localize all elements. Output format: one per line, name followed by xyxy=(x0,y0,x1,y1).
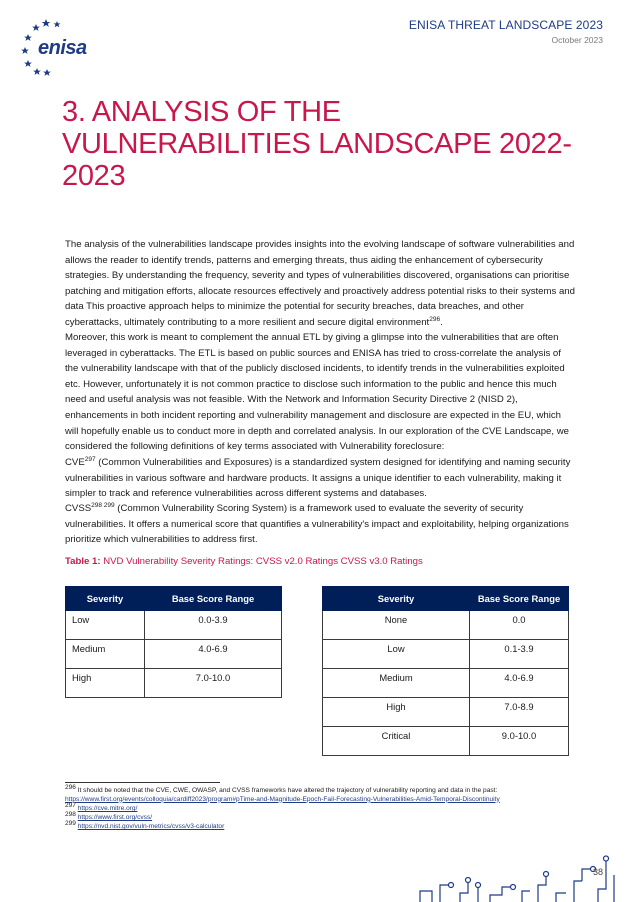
paragraph-2 xyxy=(65,330,575,455)
footnote-number: 299 xyxy=(65,819,76,827)
table-row xyxy=(323,727,569,756)
logo-text: enisa xyxy=(38,37,87,59)
cvss-v3-table xyxy=(322,586,569,756)
table-row xyxy=(66,611,282,640)
cvss-v2-table xyxy=(65,586,282,698)
severity-cell: Medium xyxy=(323,669,470,698)
document-title: ENISA THREAT LANDSCAPE 2023 xyxy=(408,18,603,32)
table-header-range: Base Score Range xyxy=(145,587,282,611)
table-caption xyxy=(65,556,423,567)
footnote-number: 297 xyxy=(65,801,76,809)
paragraph-2-text: Moreover, this work is meant to complement the annual ETL by giving a glimpse into the vulnerabilities that are often leveraged in cyberattacks. The ETL is based on public sources and ENISA has tried to cross-correlate the analysis of the vulnerability landscape with that of the publicly disclosed incidents, to identify trends in the vulnerabilities exploited etc. However, unfortunately it is not common practice to disclose such information to the public and hence this much need and useful analysis was not feasible. With the Network and Information Security Directive 2 (NISD 2), enhancements in both incident reporting and vulnerability management and disclosure are expected in the EU, which will hopefully enable us to conduct more in depth and correlated analysis. In our exploration of the CVE Landscape, we considered the following definitions of key terms associated with Vulnerability foreclosure: xyxy=(65,332,569,453)
severity-cell: Medium xyxy=(66,640,145,669)
table-row xyxy=(66,669,282,698)
footnote-text: It should be noted that the CVE, CWE, OWASP, and CVSS frameworks have altered the trajectory of vulnerability reporting and data in the past: xyxy=(75,787,498,794)
range-cell: 0.0 xyxy=(470,611,569,640)
footnote-ref-298-299[interactable]: 298 299 xyxy=(91,501,115,509)
footnote-299 xyxy=(65,819,225,832)
table-row xyxy=(323,640,569,669)
heading-line-2: VULNERABILITIES LANDSCAPE 2022- xyxy=(62,128,572,160)
circuit-decoration-icon xyxy=(410,855,620,902)
footnote-number: 298 xyxy=(65,810,76,818)
footnote-link[interactable]: https://www.first.org/events/colloquia/cardiff2023/program#pTime-and-Magnitude-Epoch-Fail-Forecasting-Vulnerabilities-Amid-Temporal-Discontinuity xyxy=(65,795,500,803)
paragraph-4 xyxy=(65,501,575,548)
table-header-severity: Severity xyxy=(323,587,470,611)
table-caption-text: NVD Vulnerability Severity Ratings: CVSS v2.0 Ratings CVSS v3.0 Ratings xyxy=(100,556,423,567)
paragraph-3 xyxy=(65,455,575,502)
footnote-link[interactable]: https://nvd.nist.gov/vuln-metrics/cvss/v3-calculator xyxy=(77,823,225,830)
severity-cell: Low xyxy=(323,640,470,669)
paragraph-1 xyxy=(65,237,575,331)
section-heading xyxy=(62,96,582,192)
cvss-term: CVSS xyxy=(65,503,92,514)
footnote-ref-297[interactable]: 297 xyxy=(84,455,96,463)
paragraph-1-end: . xyxy=(440,316,443,328)
paragraph-4-text: (Common Vulnerability Scoring System) is a framework used to evaluate the severity of security vulnerabilities. It offers a numerical score that quantifies a vulnerability's impact and exploitability, helping organizations prioritize which vulnerabilities to address first. xyxy=(65,503,569,546)
table-row xyxy=(323,698,569,727)
cve-term: CVE xyxy=(65,457,85,468)
range-cell: 4.0-6.9 xyxy=(145,640,282,669)
enisa-logo xyxy=(18,16,88,76)
document-date: October 2023 xyxy=(551,35,603,45)
paragraph-3-text: (Common Vulnerabilities and Exposures) is a standardized system designed for identifying and naming security vulnerabilities in various software and hardware products. It assigns a unique identifier to each vulnerability, making it simpler to track and reference vulnerabilities across different systems and databases. xyxy=(65,457,571,500)
range-cell: 4.0-6.9 xyxy=(470,669,569,698)
severity-cell: High xyxy=(323,698,470,727)
page-number: 38 xyxy=(592,867,603,877)
range-cell: 9.0-10.0 xyxy=(470,727,569,756)
severity-cell: None xyxy=(323,611,470,640)
range-cell: 7.0-8.9 xyxy=(470,698,569,727)
heading-line-1: 3. ANALYSIS OF THE xyxy=(62,96,341,128)
table-row xyxy=(323,669,569,698)
range-cell: 7.0-10.0 xyxy=(145,669,282,698)
range-cell: 0.1-3.9 xyxy=(470,640,569,669)
table-header-severity: Severity xyxy=(66,587,145,611)
footnote-296 xyxy=(65,783,575,804)
table-header-range: Base Score Range xyxy=(470,587,569,611)
footnote-ref-296[interactable]: 296 xyxy=(429,315,441,323)
table-caption-label: Table 1: xyxy=(65,556,101,567)
severity-cell: High xyxy=(66,669,145,698)
footnote-link[interactable]: https://www.first.org/cvss/ xyxy=(77,814,153,821)
footnote-link[interactable]: https://cve.mitre.org/ xyxy=(77,805,138,812)
table-row xyxy=(323,611,569,640)
footnote-divider xyxy=(65,782,220,783)
heading-line-3: 2023 xyxy=(62,160,126,192)
severity-cell: Low xyxy=(66,611,145,640)
range-cell: 0.0-3.9 xyxy=(145,611,282,640)
table-row xyxy=(66,640,282,669)
paragraph-1-text: The analysis of the vulnerabilities landscape provides insights into the evolving landscape of software vulnerabilities and allows the reader to identify trends, patterns and emerging threats, thus aiding the enhancement of cybersecurity strategies. By understanding the frequency, severity and types of vulnerabilities discovered, organisations can prioritise patching and mitigation efforts, allocate resources effectively and proactively address potential risks to their systems and data This proactive approach helps to minimize the potential for security breaches, data breaches, and other cyberattacks, ultimately contributing to a more resilient and secure digital environment xyxy=(65,239,575,328)
footnote-number: 296 xyxy=(65,783,76,791)
severity-cell: Critical xyxy=(323,727,470,756)
footnote-298 xyxy=(65,810,153,823)
